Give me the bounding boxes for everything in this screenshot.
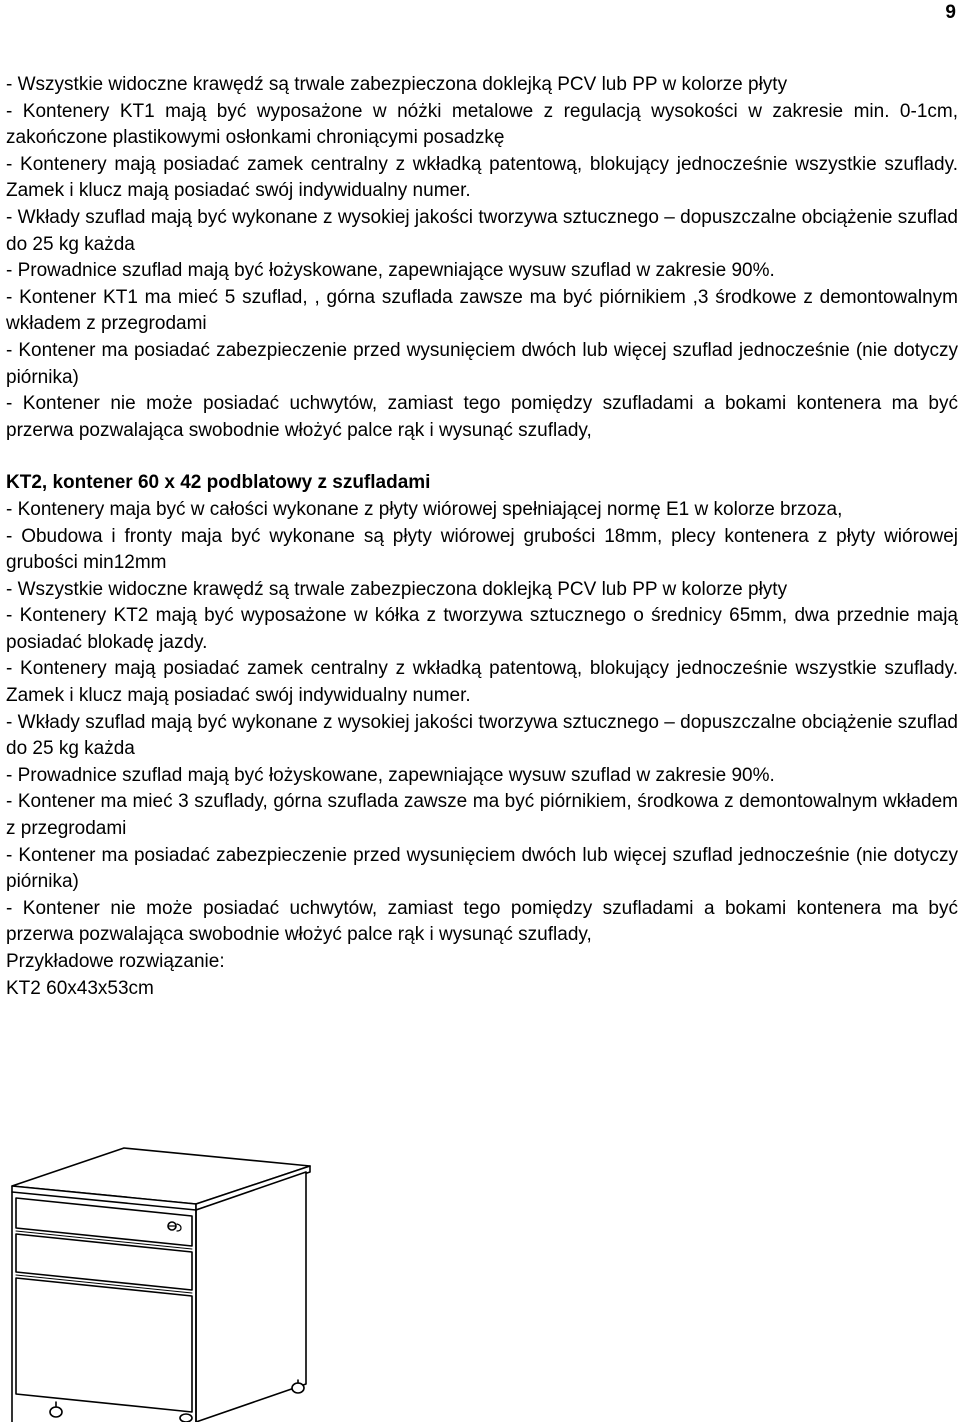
kt2-requirements <box>6 497 958 949</box>
container-drawing <box>6 1140 326 1422</box>
paragraph: - Wszystkie widoczne krawędź są trwale zabezpieczona doklejką PCV lub PP w kolorze płyty <box>6 74 788 95</box>
paragraph: - Obudowa i fronty maja być wykonane są płyty wiórowej grubości 18mm, plecy kontenera z płyty wiórowej grubości min12mm <box>6 525 958 574</box>
paragraph: - Kontener nie może posiadać uchwytów, zamiast tego pomiędzy szufladami a bokami kontenera ma być przerwa pozwalająca swobodnie włożyć palce rąk i wysunąć szuflady, <box>6 393 958 441</box>
example-dimensions: KT2 60x43x53cm <box>6 977 154 999</box>
paragraph: - Kontener nie może posiadać uchwytów, zamiast tego pomiędzy szufladami a bokami kontenera ma być przerwa pozwalająca swobodnie włożyć palce rąk i wysunąć szuflady, <box>6 897 958 946</box>
drawer-bottom-front <box>16 1278 192 1412</box>
page-number: 9 <box>945 2 956 23</box>
castor-front-right <box>180 1414 192 1422</box>
paragraph: - Kontenery maja być w całości wykonane z płyty wiórowej spełniającej normę E1 w kolorze brzoza, <box>6 498 843 520</box>
paragraph: - Kontenery KT1 mają być wyposażone w nóżki metalowe z regulacją wysokości w zakresie min. 0-1cm, zakończone plastikowymi osłonkami chroniącymi posadzkę <box>6 100 958 149</box>
container-side-panel <box>196 1172 306 1422</box>
paragraph: - Kontener ma posiadać zabezpieczenie przed wysunięciem dwóch lub więcej szuflad jednocześnie (nie dotyczy piórnika) <box>6 339 958 388</box>
document-body <box>6 72 958 1002</box>
castor-front-left <box>50 1402 62 1417</box>
kt1-requirements <box>6 72 958 444</box>
paragraph: - Prowadnice szuflad mają być łożyskowane, zapewniające wysuw szuflad w zakresie 90%. <box>6 764 775 786</box>
section-heading-kt2: KT2, kontener 60 x 42 podblatowy z szufladami <box>6 472 431 494</box>
paragraph: - Kontenery KT2 mają być wyposażone w kółka z tworzywa sztucznego o średnicy 65mm, dwa przednie mają posiadać blokadę jazdy. <box>6 605 958 653</box>
paragraph: - Kontenery mają posiadać zamek centralny z wkładką patentową, blokujący jednocześnie wszystkie szuflady. Zamek i klucz mają posiadać swój indywidualny numer. <box>6 153 958 202</box>
paragraph: - Kontener ma posiadać zabezpieczenie przed wysunięciem dwóch lub więcej szuflad jednocześnie (nie dotyczy piórnika) <box>6 844 958 893</box>
drawer-middle-front <box>16 1234 192 1290</box>
paragraph: - Wkłady szuflad mają być wykonane z wysokiej jakości tworzywa sztucznego – dopuszczalne obciążenie szuflad do 25 kg każda <box>6 206 958 255</box>
paragraph: - Kontener ma mieć 3 szuflady, górna szuflada zawsze ma być piórnikiem, środkowa z demontowalnym wkładem z przegrodami <box>6 791 958 840</box>
paragraph: - Wszystkie widoczne krawędź są trwale zabezpieczona doklejką PCV lub PP w kolorze płyty <box>6 578 788 600</box>
paragraph: - Wkłady szuflad mają być wykonane z wysokiej jakości tworzywa sztucznego – dopuszczalne obciążenie szuflad do 25 kg każda <box>6 711 958 760</box>
drawer-container-illustration <box>6 1140 326 1422</box>
paragraph: - Kontenery mają posiadać zamek centralny z wkładką patentową, blokujący jednocześnie wszystkie szuflady. Zamek i klucz mają posiadać swój indywidualny numer. <box>6 658 958 707</box>
paragraph: - Prowadnice szuflad mają być łożyskowane, zapewniające wysuw szuflad w zakresie 90%. <box>6 260 775 282</box>
spacer <box>6 444 958 470</box>
paragraph: - Kontener KT1 ma mieć 5 szuflad, , górna szuflada zawsze ma być piórnikiem ,3 środkowe z demontowalnym wkładem z przegrodami <box>6 286 958 335</box>
example-label: Przykładowe rozwiązanie: <box>6 951 225 972</box>
